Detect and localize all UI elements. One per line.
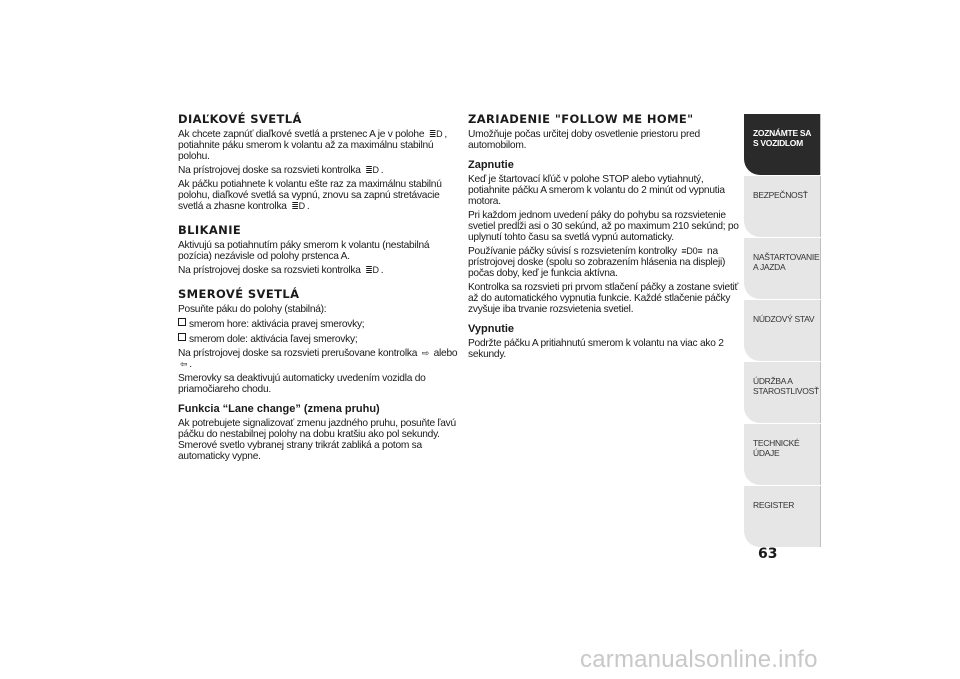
tab-emergency[interactable]: NÚDZOVÝ STAV [744,300,821,361]
para-flashing-2: Na prístrojovej doske sa rozsvieti kontrolka ≣D . [178,264,384,276]
high-beam-icon: ≣D [428,128,443,139]
para-high-beam-3: Ak páčku potiahnete k volantu ešte raz za maximálnu stabilnú polohu, diaľkové svetlá sa vypnú, znovu sa zapnú stretávacie svetlá a zhasne kontrolka ≣D . [178,179,442,212]
para-fmh-4: Používanie páčky súvisí s rozsvietením kontrolky ≡D0≡ na prístrojovej doske (spolu so zobrazením hlásenia na displeji) počas doby, keď je funkcia aktívna. [468,245,726,279]
para-high-beam-1: Ak chcete zapnúť diaľkové svetlá a prstenec A je v polohe ≣D , potiahnite páku smerom k volantu až za maximálnu stabilnú polohu. [178,128,447,162]
para-fmh-3: Pri každom jednom uvedení páky do pohybu sa rozsvietenie svetiel predĺži asi o 30 sekúnd, až po maximum 210 sekúnd; po uplynutí tohto času sa svetlá vypnú automaticky. [468,210,739,243]
para-lane-change: Ak potrebujete signalizovať zmenu jazdného pruhu, posuňte ľavú páčku do nestabilnej polohy na dobu kratšiu ako pol sekundy. Smerové svetlo vybranej strany trikrát zabliká a potom sa automaticky vypne. [178,418,456,462]
tab-starting-driving[interactable]: NAŠTARTOVANIE A JAZDA [744,238,821,299]
heading-deactivation: Vypnutie [468,323,515,335]
para-flashing-1: Aktivujú sa potiahnutím páky smerom k volantu (nestabilná pozícia) nezávisle od polohy prstenca A. [178,240,430,262]
tab-maintenance[interactable]: ÚDRŽBA A STAROSTLIVOSŤ [744,362,821,423]
bullet-box-icon [178,333,186,341]
tab-safety[interactable]: BEZPEČNOSŤ [744,176,821,237]
para-turn-2: Na prístrojovej doske sa rozsvieti prerušovane kontrolka ⇨ alebo ⇦ . [178,347,458,370]
turn-right-icon: ⇨ [421,347,429,358]
bullet-box-icon [178,318,186,326]
parking-lights-icon: ≡D0≡ [681,245,703,256]
heading-high-beam: DIAĽKOVÉ SVETLÁ [178,112,302,126]
high-beam-icon: ≣D [365,164,379,175]
heading-activation: Zapnutie [468,159,514,171]
tab-get-to-know[interactable]: ZOZNÁMTE SA S VOZIDLOM [744,114,821,175]
para-fmh-5: Kontrolka sa rozsvieti pri prvom stlačení páčky a zostane svietiť až do automatického vypnutia funkcie. Každé stlačenie páčky zvyšuje iba trvanie rozsvietenia svetiel. [468,282,739,315]
heading-follow-me-home: ZARIADENIE "FOLLOW ME HOME" [468,112,694,126]
right-column [468,112,740,363]
heading-lane-change: Funkcia “Lane change” (zmena pruhu) [178,403,380,415]
high-beam-icon: ≣D [365,264,379,275]
bullet-down: smerom dole: aktivácia ľavej smerovky; [178,333,463,345]
high-beam-icon: ≣D [291,200,305,211]
para-turn-3: Smerovky sa deaktivujú automaticky uvedením vozidla do priamočiareho chodu. [178,373,426,395]
para-fmh-6: Podržte páčku A pritiahnutú smerom k volantu na viac ako 2 sekundy. [468,338,724,360]
tab-technical-data[interactable]: TECHNICKÉ ÚDAJE [744,424,821,485]
heading-turn-signals: SMEROVÉ SVETLÁ [178,287,300,301]
heading-flashing: BLIKANIE [178,223,242,237]
chapter-tabs [744,114,821,548]
page-number: 63 [758,546,778,562]
left-column [178,112,463,465]
para-high-beam-2: Na prístrojovej doske sa rozsvieti kontrolka ≣D . [178,164,384,176]
turn-left-icon: ⇦ [180,358,188,369]
bullet-up: smerom hore: aktivácia pravej smerovky; [178,318,463,330]
tab-index[interactable]: REGISTER [744,486,821,547]
para-fmh-2: Keď je štartovací kľúč v polohe STOP alebo vytiahnutý, potiahnite páčku A smerom k volantu do 2 minút od vypnutia motora. [468,174,725,207]
para-turn-1: Posuňte páku do polohy (stabilná): [178,304,327,315]
watermark: carmanualsonline.info [580,646,818,673]
para-fmh-1: Umožňuje počas určitej doby osvetlenie priestoru pred automobilom. [468,129,700,151]
